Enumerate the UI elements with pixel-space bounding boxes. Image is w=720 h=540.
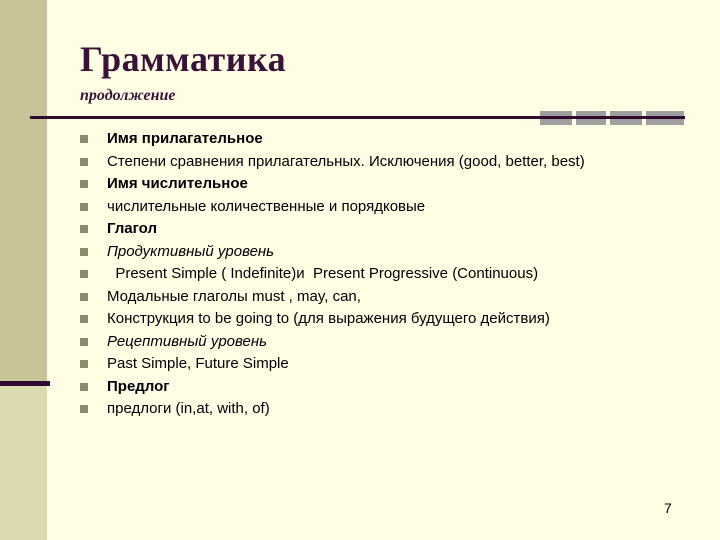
square-bullet-icon xyxy=(80,405,88,413)
side-band-divider xyxy=(0,381,50,386)
list-item xyxy=(78,355,668,373)
list-item-text: Past Simple, Future Simple xyxy=(107,355,289,372)
square-bullet-icon xyxy=(80,293,88,301)
slide-title: Грамматика xyxy=(80,39,287,79)
list-item xyxy=(78,243,668,261)
list-item-text: Предлог xyxy=(107,377,170,395)
page-number: 7 xyxy=(664,500,672,516)
list-item-text: Глагол xyxy=(107,220,157,237)
square-bullet-icon xyxy=(80,270,88,278)
square-bullet-icon xyxy=(80,180,88,188)
list-item-text: Конструкция to be going to (для выражения будущего действия) xyxy=(107,310,550,327)
list-item-text: Present Simple ( Indefinite)и Present Progressive (Continuous) xyxy=(107,265,539,282)
square-bullet-icon xyxy=(80,158,88,166)
list-item xyxy=(78,130,668,148)
square-bullet-icon xyxy=(80,338,88,346)
square-bullet-icon xyxy=(80,360,88,368)
list-item-text: Продуктивный уровень xyxy=(107,242,275,260)
square-bullet-icon xyxy=(80,315,88,323)
list-item xyxy=(78,400,668,418)
list-item xyxy=(78,175,668,193)
side-band-lower xyxy=(0,383,47,540)
list-item-text: Имя прилагательное xyxy=(107,130,263,147)
list-item xyxy=(78,288,668,306)
square-bullet-icon xyxy=(80,135,88,143)
list-item-text: предлоги (in,at, with, of) xyxy=(107,400,270,417)
list-item xyxy=(78,220,668,238)
list-item-text: числительные количественные и порядковые xyxy=(107,197,426,215)
list-item xyxy=(78,378,668,396)
title-rule xyxy=(30,116,685,119)
square-bullet-icon xyxy=(80,383,88,391)
square-bullet-icon xyxy=(80,203,88,211)
list-item-text: Модальные глаголы must , may, can, xyxy=(107,287,361,305)
list-item xyxy=(78,265,668,283)
square-bullet-icon xyxy=(80,248,88,256)
list-item xyxy=(78,153,668,171)
list-item-text: Имя числительное xyxy=(107,175,248,192)
list-item xyxy=(78,310,668,328)
list-item-text: Степени сравнения прилагательных. Исключения (good, better, best) xyxy=(107,152,585,170)
slide-subtitle: продолжение xyxy=(80,87,176,104)
square-bullet-icon xyxy=(80,225,88,233)
list-item-text: Рецептивный уровень xyxy=(107,332,267,350)
list-item xyxy=(78,198,668,216)
bullet-list xyxy=(78,130,668,423)
list-item xyxy=(78,333,668,351)
